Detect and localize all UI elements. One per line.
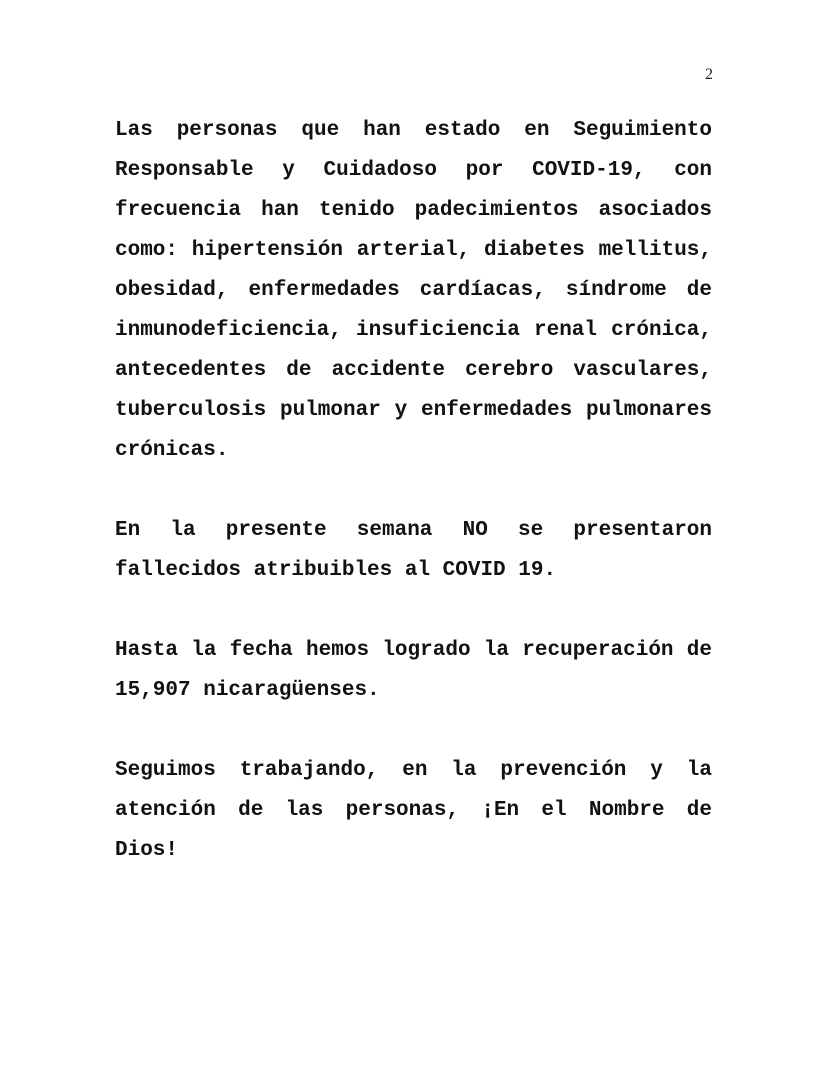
paragraph-closing: Seguimos trabajando, en la prevención y la atención de las personas, ¡En el Nombre de Dios! [115, 759, 712, 862]
page-number: 2 [705, 66, 713, 83]
document-body [115, 111, 712, 871]
paragraph-deaths: En la presente semana NO se presentaron fallecidos atribuibles al COVID 19. [115, 519, 712, 582]
paragraph-recoveries: Hasta la fecha hemos logrado la recuperación de 15,907 nicaragüenses. [115, 639, 712, 702]
paragraph-comorbidities: Las personas que han estado en Seguimiento Responsable y Cuidadoso por COVID-19, con frecuencia han tenido padecimientos asociados como: hipertensión arterial, diabetes mellitus, obesidad, enfermedades cardíacas, síndrome de inmunodeficiencia, insuficiencia renal crónica, antecedentes de accidente cerebro vasculares, tuberculosis pulmonar y enfermedades pulmonares crónicas. [115, 119, 712, 462]
